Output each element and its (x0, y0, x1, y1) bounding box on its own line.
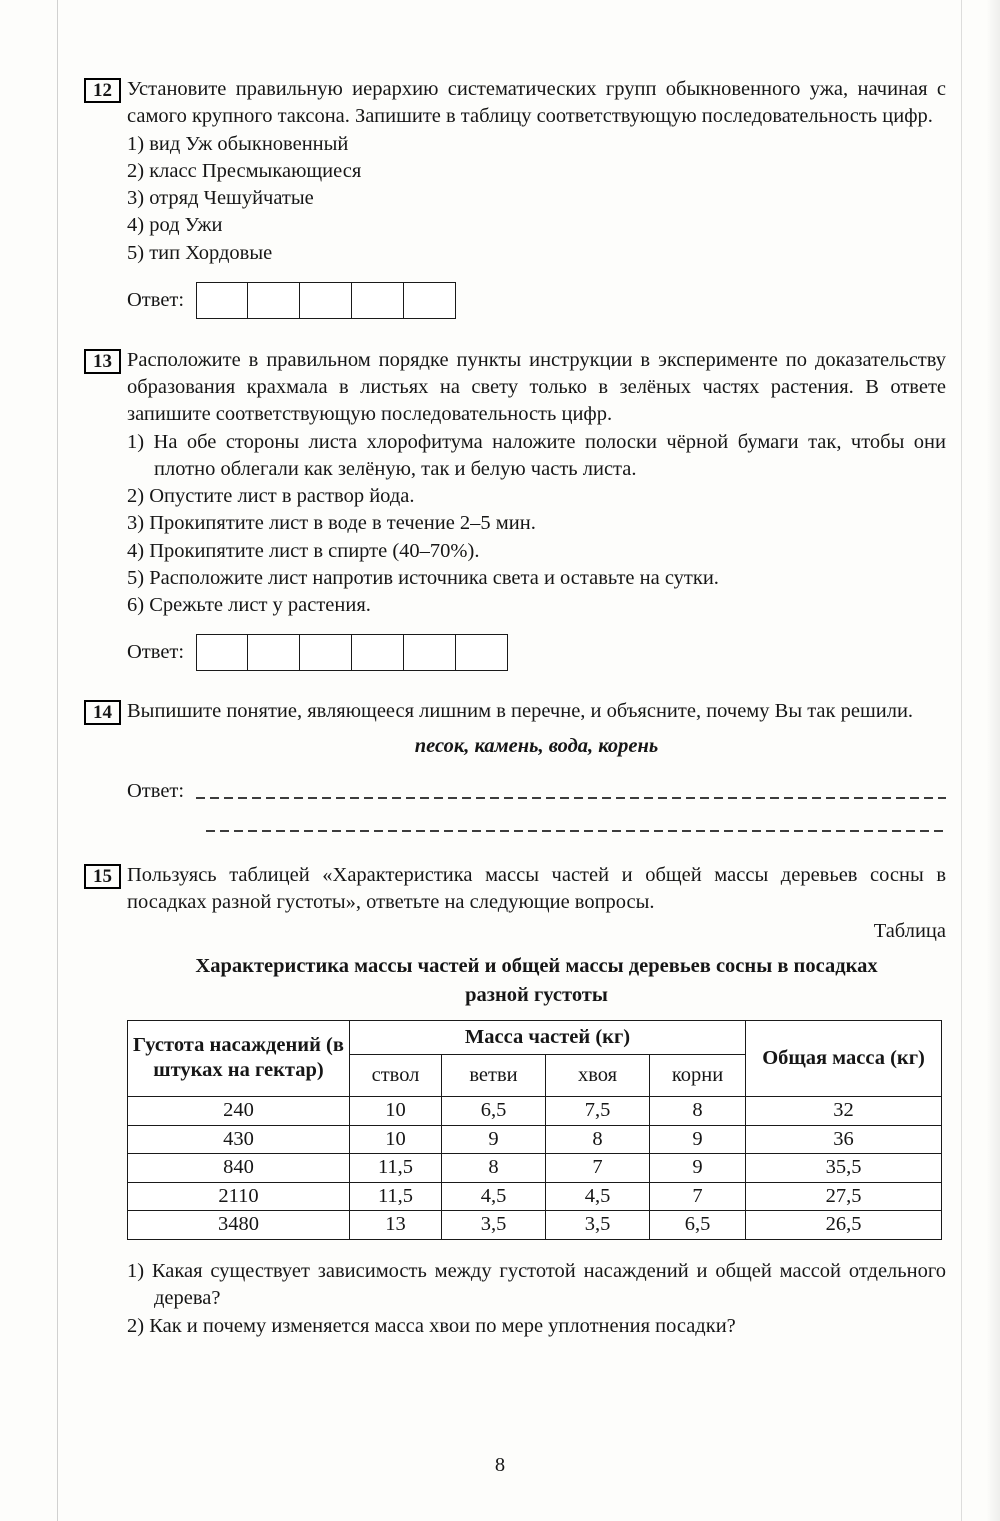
col-header-mass-parts: Масса частей (кг) (350, 1020, 746, 1054)
table-row (128, 1182, 942, 1211)
scan-artifact-left (57, 0, 58, 1521)
table-cell: 36 (746, 1125, 942, 1154)
table-cell: 7 (650, 1182, 746, 1211)
table-cell: 11,5 (350, 1154, 442, 1183)
list-item: 2) Как и почему изменяется масса хвои по мере уплотнения посадки? (127, 1314, 736, 1337)
answer-cell (248, 634, 300, 671)
answer-cell (300, 634, 352, 671)
question-14-number: 14 (84, 700, 121, 725)
page-edge-shadow (986, 0, 1000, 1521)
table-cell: 4,5 (546, 1182, 650, 1211)
question-12-number: 12 (84, 78, 121, 103)
answer-line-row (127, 772, 946, 805)
list-item: 2) Опустите лист в раствор йода. (127, 485, 415, 507)
list-item: 5) Расположите лист напротив источника света и оставьте на сутки. (127, 566, 719, 589)
col-header-needles: хвоя (546, 1054, 650, 1096)
question-13-number: 13 (84, 349, 121, 374)
col-header-branches: ветви (442, 1054, 546, 1096)
table-row (128, 1096, 942, 1125)
question-14-terms: песок, камень, вода, корень (414, 734, 659, 757)
table-title: Характеристика массы частей и общей массы деревьев сосны в посадках разной густоты (195, 954, 878, 1007)
question-14-answer-lines (127, 772, 946, 838)
question-12-answer-grid (196, 282, 456, 319)
table-row (128, 1125, 942, 1154)
question-15-text: Пользуясь таблицей «Характеристика массы частей и общей массы деревьев сосны в посадках разной густоты», ответьте на следующие вопросы. (127, 863, 946, 913)
question-12-answer-row (127, 282, 946, 319)
table-label: Таблица (873, 920, 946, 943)
table-cell: 10 (350, 1096, 442, 1125)
table-cell: 11,5 (350, 1182, 442, 1211)
table-cell: 35,5 (746, 1154, 942, 1183)
table-cell: 7 (546, 1154, 650, 1183)
answer-cell (352, 282, 404, 319)
question-14 (86, 698, 946, 838)
list-item: 6) Срежьте лист у растения. (127, 594, 371, 616)
answer-label: Ответ: (127, 288, 185, 311)
question-12 (86, 76, 946, 319)
table-cell: 8 (650, 1096, 746, 1125)
answer-cell (404, 634, 456, 671)
col-header-trunk: ствол (350, 1054, 442, 1096)
table-cell: 9 (650, 1125, 746, 1154)
table-cell: 7,5 (546, 1096, 650, 1125)
table-cell: 240 (128, 1096, 350, 1125)
answer-cell (196, 282, 248, 319)
scan-artifact-right (961, 0, 962, 1521)
answer-cell (456, 634, 508, 671)
list-item: 1) На обе стороны листа хлорофитума наложите полоски чёрной бумаги так, чтобы они плотно облегали как зелёную, так и белую часть листа. (127, 430, 946, 480)
table-row (128, 1211, 942, 1240)
question-14-text: Выпишите понятие, являющееся лишним в перечне, и объясните, почему Вы так решили. (127, 700, 914, 723)
table-cell: 8 (442, 1154, 546, 1183)
question-15-number: 15 (84, 864, 121, 889)
answer-cell (300, 282, 352, 319)
question-13-answer-grid (196, 634, 508, 671)
question-15 (86, 862, 946, 1340)
col-header-total-mass: Общая масса (кг) (746, 1020, 942, 1096)
table-cell: 430 (128, 1125, 350, 1154)
table-row (128, 1154, 942, 1183)
answer-line-row (127, 805, 946, 838)
list-item: 5) тип Хордовые (127, 241, 273, 264)
answer-cell (404, 282, 456, 319)
table-cell: 3480 (128, 1211, 350, 1240)
question-15-subquestions (127, 1258, 946, 1340)
table-cell: 32 (746, 1096, 942, 1125)
list-item: 4) род Ужи (127, 214, 223, 237)
list-item: 1) Какая существует зависимость между густотой насаждений и общей массой отдельного дерева? (127, 1260, 946, 1310)
table-cell: 2110 (128, 1182, 350, 1211)
answer-label: Ответ: (127, 779, 185, 802)
list-item: 3) Прокипятите лист в воде в течение 2–5 мин. (127, 512, 536, 535)
table-cell: 26,5 (746, 1211, 942, 1240)
table-cell: 6,5 (650, 1211, 746, 1240)
table-cell: 3,5 (442, 1211, 546, 1240)
list-item: 3) отряд Чешуйчатые (127, 187, 314, 209)
col-header-density: Густота насаждений (в штуках на гектар) (128, 1020, 350, 1096)
col-header-roots: корни (650, 1054, 746, 1096)
table-cell: 9 (442, 1125, 546, 1154)
answer-label: Ответ: (127, 641, 185, 664)
table-cell: 840 (128, 1154, 350, 1183)
table-header-row (128, 1020, 942, 1054)
table-cell: 6,5 (442, 1096, 546, 1125)
table-cell: 13 (350, 1211, 442, 1240)
answer-cell (196, 634, 248, 671)
list-item: 2) класс Пресмыкающиеся (127, 159, 362, 182)
question-13-answer-row (127, 634, 946, 671)
table-cell: 10 (350, 1125, 442, 1154)
question-12-text: Установите правильную иерархию систематических групп обыкновенного ужа, начиная с самого крупного таксона. Запишите в таблицу соответствующую последовательность цифр. (127, 78, 946, 128)
answer-write-line (196, 797, 946, 799)
answer-cell (248, 282, 300, 319)
table-cell: 8 (546, 1125, 650, 1154)
answer-write-line (206, 830, 946, 832)
answer-cell (352, 634, 404, 671)
pine-mass-table (127, 1020, 942, 1240)
page-content (86, 76, 946, 1340)
question-13-steps-list (127, 429, 946, 620)
list-item: 4) Прокипятите лист в спирте (40–70%). (127, 539, 480, 562)
list-item: 1) вид Уж обыкновенный (127, 132, 349, 155)
question-13 (86, 347, 946, 672)
table-cell: 27,5 (746, 1182, 942, 1211)
table-cell: 4,5 (442, 1182, 546, 1211)
table-cell: 9 (650, 1154, 746, 1183)
page-number: 8 (494, 1453, 506, 1476)
question-13-text: Расположите в правильном порядке пункты инструкции в эксперименте по доказательству образования крахмала в листьях на свету только в зелёных частях растения. В ответе запишите соответствующую последовательность цифр. (127, 348, 946, 426)
table-cell: 3,5 (546, 1211, 650, 1240)
question-12-options-list (127, 131, 946, 267)
